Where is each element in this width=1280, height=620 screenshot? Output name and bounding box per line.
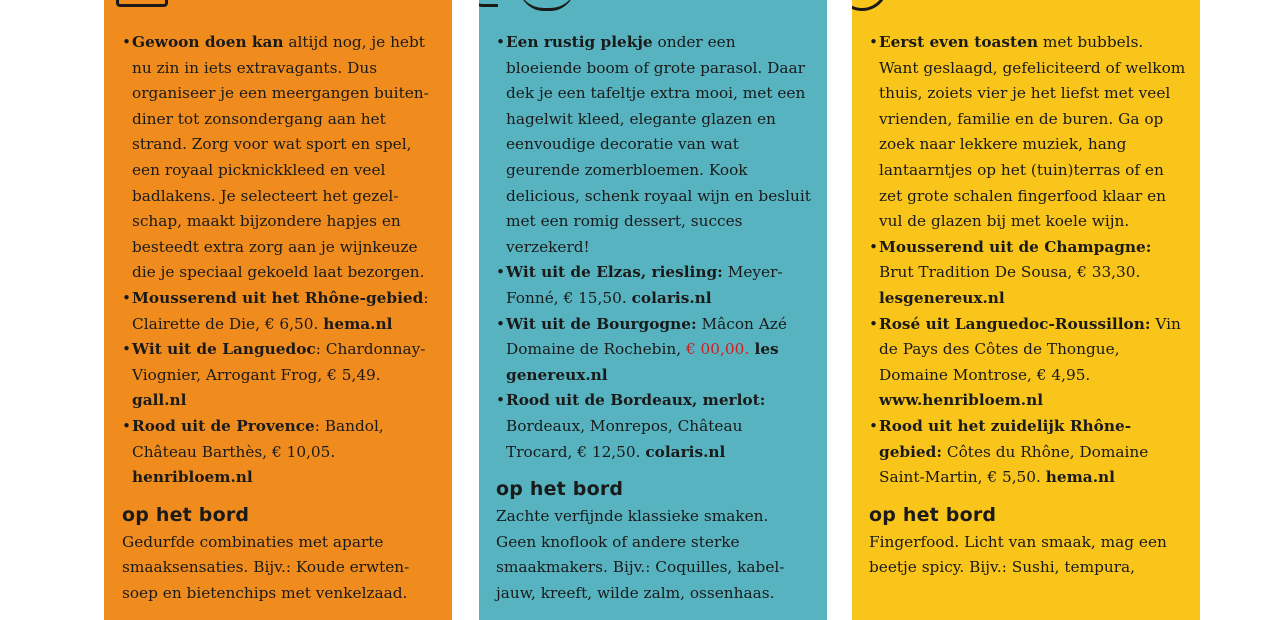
wine-sep: : bbox=[315, 340, 321, 359]
wine-desc: Meyer-Fonné, € 15,50. bbox=[506, 263, 783, 307]
wine-item: •Wit uit de Bourgogne: Mâcon Azé Domaine de Rochebin, € 00,00. les genereux.nl bbox=[496, 314, 787, 384]
wine-item: •Rood uit het zuidelijk Rhône-gebied: Côtes du Rhône, Domaine Saint-Martin, € 5,50. hema.nl bbox=[869, 416, 1149, 487]
shop-link[interactable]: hema.nl bbox=[1045, 468, 1115, 487]
food-text: Zachte verfijnde klassieke smaken. Geen knoflook of andere sterke smaakmakers. Bijv.: Coquilles, kabel-jauw, kreeft, wilde zalm, ossenhaas. bbox=[496, 507, 785, 602]
shop-link[interactable]: les genereux.nl bbox=[506, 340, 779, 384]
food-text: Fingerfood. Licht van smaak, mag een beetje spicy. Bijv.: Sushi, tempura, bbox=[869, 532, 1167, 577]
shop-link[interactable]: gall.nl bbox=[132, 391, 187, 410]
wine-desc: Côtes du Rhône, Domaine Saint-Martin, € 5,50. bbox=[879, 442, 1149, 487]
intro-bold: Een rustig plekje bbox=[506, 33, 653, 51]
wine-label: Mousserend uit de Champagne: bbox=[879, 237, 1152, 256]
wine-desc: Mâcon Azé Domaine de Rochebin, bbox=[506, 314, 787, 359]
shop-link[interactable]: lesgenereux.nl bbox=[879, 288, 1005, 307]
column-orange bbox=[104, 0, 452, 620]
wine-label: Wit uit de Bourgogne: bbox=[506, 314, 697, 333]
wine-desc: Bandol, Château Barthès, € 10,05. bbox=[132, 416, 384, 461]
wine-desc: Chardonnay-Viognier, Arrogant Frog, € 5,49. bbox=[132, 340, 426, 384]
food-text: Gedurfde combinaties met aparte smaaksensaties. Bijv.: Koude erwten-soep en bietenchips met venkelzaad. bbox=[122, 532, 410, 602]
intro-bold: Gewoon doen kan bbox=[132, 33, 284, 51]
wine-item: •Mousserend uit het Rhône-gebied: Clairette de Die, € 6,50. hema.nl bbox=[122, 288, 429, 333]
shop-link[interactable]: colaris.nl bbox=[631, 288, 712, 307]
price-placeholder: € 00,00. bbox=[685, 340, 750, 359]
wine-desc: Bordeaux, Monrepos, Château Trocard, € 12,50. bbox=[506, 416, 743, 461]
wine-sep: : bbox=[423, 288, 429, 307]
intro-text: onder een bloeiende boom of grote parasol. Daar dek je een tafeltje extra mooi, met een hagelwit kleed, elegante glazen en eenvoudige decoratie van wat geurende zomerbloemen. Kook delicious, schenk royaal wijn en besluit met een romig dessert, succes verzekerd! bbox=[506, 33, 811, 256]
decorative-glyph bbox=[479, 0, 498, 7]
wine-item: •Rood uit de Provence: Bandol, Château Barthès, € 10,05. henribloem.nl bbox=[122, 416, 384, 487]
wine-desc: Vin de Pays des Côtes de Thongue, Domaine Montrose, € 4,95. bbox=[879, 314, 1181, 384]
decorative-glyph bbox=[116, 0, 168, 7]
intro-paragraph: •Eerst even toasten met bubbels. Want geslaagd, gefeliciteerd of welkom thuis, zoiets vier je het liefst met veel vrienden, familie en de buren. Ga op zoek naar lekkere muziek, hang lantaarntjes op het (tuin)terras of en zet grote schalen fingerfood klaar en vul de glazen bij met koele wijn. bbox=[869, 33, 1186, 231]
wine-item: •Mousserend uit de Champagne: Brut Tradition De Sousa, € 33,30. lesgenereux.nl bbox=[869, 237, 1152, 307]
wine-desc: Clairette de Die, € 6,50. bbox=[132, 314, 324, 333]
intro-paragraph: •Gewoon doen kan altijd nog, je hebt nu zin in iets extravagants. Dus organiseer je een meergangen buiten-diner tot zonsondergang aan het strand. Zorg voor wat sport en spel, een royaal picknickkleed en veel badlakens. Je selecteert het gezel-schap, maakt bijzondere hapjes en besteedt extra zorg aan je wijnkeuze die je speciaal gekoeld laat bezorgen. bbox=[122, 33, 429, 282]
intro-paragraph: •Een rustig plekje onder een bloeiende boom of grote parasol. Daar dek je een tafeltje extra mooi, met een hagelwit kleed, elegante glazen en eenvoudige decoratie van wat geurende zomerbloemen. Kook delicious, schenk royaal wijn en besluit met een romig dessert, succes verzekerd! bbox=[496, 33, 811, 256]
shop-link[interactable]: www.henribloem.nl bbox=[879, 391, 1044, 410]
wine-label: Rood uit de Bordeaux, merlot: bbox=[506, 391, 766, 410]
decorative-glyph bbox=[519, 0, 575, 11]
section-heading: op het bord bbox=[496, 478, 624, 501]
wine-item: •Wit uit de Elzas, riesling: Meyer-Fonné, € 15,50. colaris.nl bbox=[496, 263, 783, 307]
wine-label: Wit uit de Elzas, riesling: bbox=[506, 263, 723, 282]
wine-label: Wit uit de Languedoc bbox=[132, 340, 316, 359]
column-teal bbox=[479, 0, 827, 620]
intro-bold: Eerst even toasten bbox=[879, 33, 1038, 51]
wine-label: Rood uit de Provence bbox=[132, 416, 315, 435]
decorative-glyph bbox=[852, 0, 888, 11]
intro-text: met bubbels. Want geslaagd, gefeliciteerd of welkom thuis, zoiets vier je het liefst met veel vrienden, familie en de buren. Ga op zoek naar lekkere muziek, hang lantaarntjes op het (tuin)terras of en zet grote schalen fingerfood klaar en vul de glazen bij met koele wijn. bbox=[879, 33, 1186, 231]
wine-item: •Wit uit de Languedoc: Chardonnay-Viognier, Arrogant Frog, € 5,49. gall.nl bbox=[122, 340, 426, 410]
wine-item: •Rood uit de Bordeaux, merlot: Bordeaux, Monrepos, Château Trocard, € 12,50. colaris.nl bbox=[496, 391, 766, 461]
shop-link[interactable]: henribloem.nl bbox=[132, 468, 253, 487]
wine-label: Mousserend uit het Rhône-gebied bbox=[132, 288, 424, 307]
section-heading: op het bord bbox=[869, 503, 997, 526]
shop-link[interactable]: colaris.nl bbox=[645, 442, 726, 461]
wine-sep: : bbox=[314, 416, 320, 435]
wine-item: •Rosé uit Languedoc-Roussillon: Vin de Pays des Côtes de Thongue, Domaine Montrose, € 4,95. www.henribloem.nl bbox=[869, 314, 1181, 410]
shop-link[interactable]: hema.nl bbox=[323, 314, 393, 333]
wine-label: Rood uit het zuidelijk Rhône-gebied: bbox=[879, 416, 1132, 461]
wine-label: Rosé uit Languedoc-Roussillon: bbox=[879, 314, 1151, 333]
section-heading: op het bord bbox=[122, 503, 250, 526]
intro-text: altijd nog, je hebt nu zin in iets extravagants. Dus organiseer je een meergangen buiten-diner tot zonsondergang aan het strand. Zorg voor wat sport en spel, een royaal picknickkleed en veel badlakens. Je selecteert het gezel-schap, maakt bijzondere hapjes en besteedt extra zorg aan je wijnkeuze die je speciaal gekoeld laat bezorgen. bbox=[132, 33, 429, 282]
column-yellow bbox=[852, 0, 1200, 620]
wine-desc: Brut Tradition De Sousa, € 33,30. bbox=[879, 263, 1141, 282]
